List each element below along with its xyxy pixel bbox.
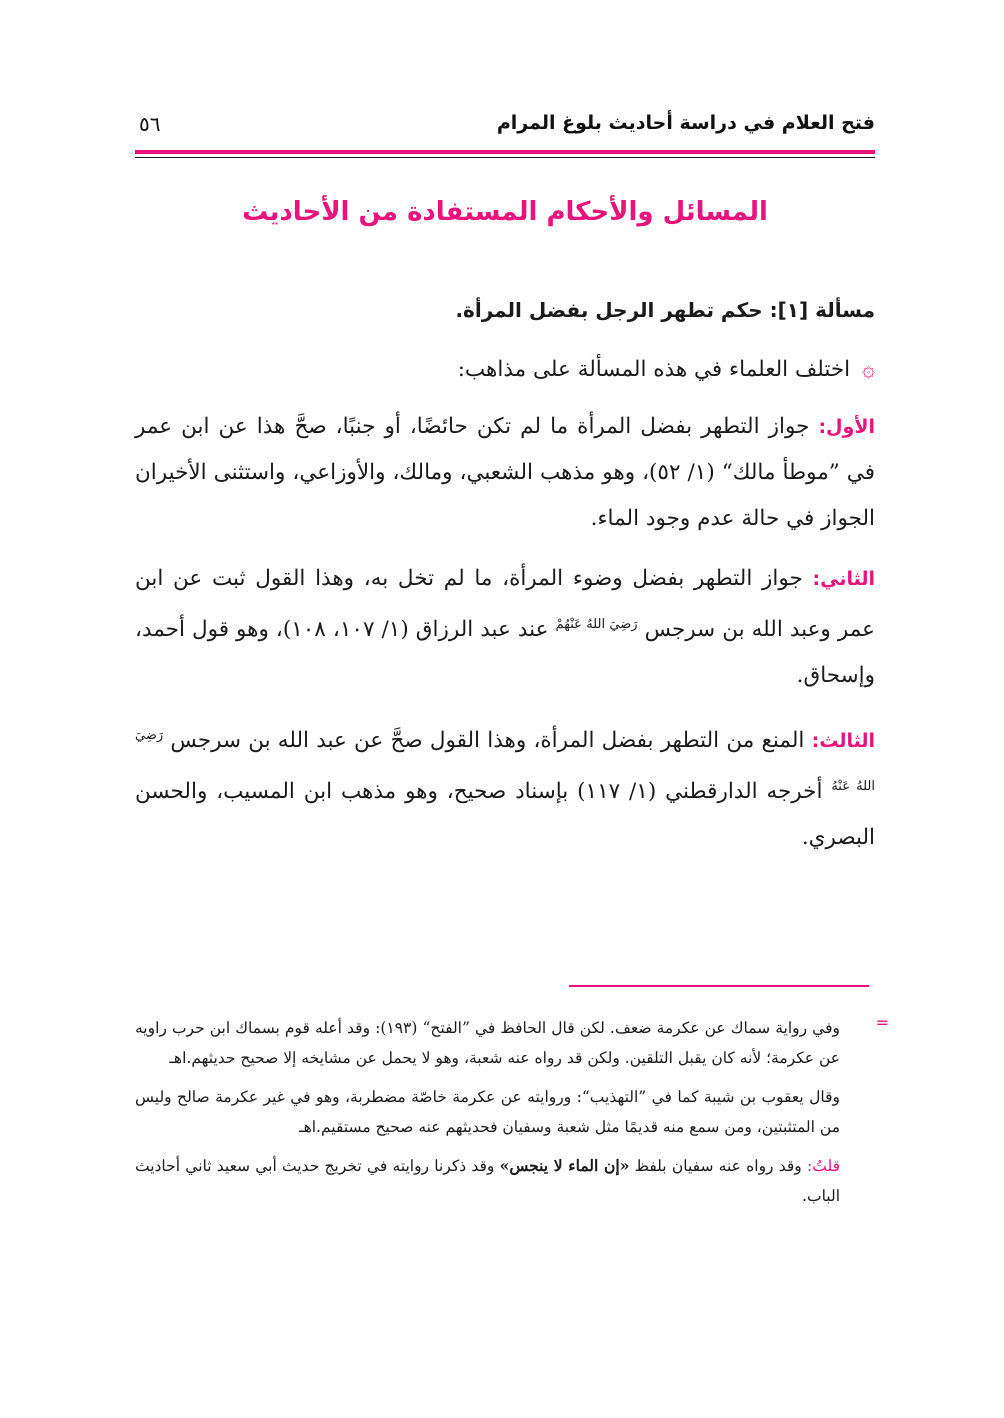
ornament-icon: ۞ bbox=[862, 357, 875, 382]
footnote-quote: «إن الماء لا ينجس» bbox=[499, 1156, 630, 1175]
section-title: المسائل والأحكام المستفادة من الأحاديث bbox=[242, 197, 768, 227]
intro-text: اختلف العلماء في هذه المسألة على مذاهب: bbox=[457, 357, 851, 382]
footnote-paragraph: وفي رواية سماك عن عكرمة ضعف. لكن قال الحافظ في ”الفتح“ (١٩٣): وقد أعله قوم بسماك ابن حرب راويه عن عكرمة؛ لأنه كان يقبل التلقين. ولكن قد رواه عنه شعبة، وهو لا يحمل عن مشايخه إلا صحيح حديثهم.اهـ bbox=[135, 1019, 841, 1067]
issue-text: حكم تطهر الرجل بفضل المرأة. bbox=[455, 298, 763, 322]
opinion-paragraph-3 bbox=[135, 713, 875, 861]
footnote-paragraph bbox=[135, 1151, 840, 1211]
footnote-label: قلتُ: bbox=[807, 1157, 841, 1175]
footnote-continuation-mark: = bbox=[875, 1013, 889, 1032]
running-title: فتح العلام في دراسة أحاديث بلوغ المرام bbox=[496, 112, 875, 134]
opinion-paragraph-1 bbox=[135, 404, 875, 542]
main-text bbox=[135, 290, 875, 875]
header-rule-thin bbox=[135, 157, 875, 158]
opinion-text: جواز التطهر بفضل وضوء المرأة، ما لم تخل به، وهذا القول ثبت عن ابن عمر وعبد الله بن سرجس bbox=[135, 566, 875, 642]
opinion-text: المنع من التطهر بفضل المرأة، وهذا القول صحَّ عن عبد الله بن سرجس bbox=[170, 728, 805, 753]
opinion-label: الثاني: bbox=[812, 568, 875, 590]
opinion-text-cont: عند عبد الرزاق (١/ ١٠٧، ١٠٨)، وهو قول أحمد، وإسحاق. bbox=[135, 617, 875, 688]
intro-line bbox=[135, 350, 875, 390]
issue-heading bbox=[135, 290, 875, 330]
footnote-separator bbox=[569, 985, 869, 987]
page-number: ٥٦ bbox=[139, 112, 161, 136]
page-header bbox=[135, 112, 875, 148]
footnote-paragraph: وقال يعقوب بن شيبة كما في ”التهذيب“: وروايته عن عكرمة خاصّة مضطربة، وهو في غير عكرمة صالح وليس من المتثبتين، ومن سمع منه قديمًا مثل شعبة وسفيان فحديثهم عنه صحيح مستقيم.اهـ bbox=[135, 1088, 840, 1136]
opinion-text: جواز التطهر بفضل المرأة ما لم تكن حائضًا، أو جنبًا، صحَّ هذا عن ابن عمر في ”موطأ مالك“ (١/ ٥٢)، وهو مذهب الشعبي، ومالك، والأوزاعي، واستثنى الأخيران الجواز في حالة عدم وجود الماء. bbox=[135, 414, 875, 531]
footnote-text-cont: وقد ذكرنا روايته في تخريج حديث أبي سعيد ثاني أحاديث الباب. bbox=[135, 1157, 840, 1205]
header-rule-thick bbox=[135, 150, 875, 154]
opinion-text-cont: أخرجه الدارقطني (١/ ١١٧) بإسناد صحيح، وهو مذهب ابن المسيب، والحسن البصري. bbox=[135, 779, 875, 850]
honorific-symbol: رَضِيَ اللهُ عَنْهُ bbox=[135, 728, 875, 794]
opinion-paragraph-2 bbox=[135, 556, 875, 699]
footnotes bbox=[135, 1013, 840, 1220]
issue-label: مسألة [١]: bbox=[769, 298, 875, 322]
honorific-symbol: رَضِيَ اللهُ عَنْهُمْ bbox=[555, 617, 638, 632]
footnote-text: وقد رواه عنه سفيان بلفظ bbox=[634, 1157, 802, 1175]
opinion-label: الأول: bbox=[818, 416, 875, 438]
opinion-label: الثالث: bbox=[811, 730, 875, 752]
